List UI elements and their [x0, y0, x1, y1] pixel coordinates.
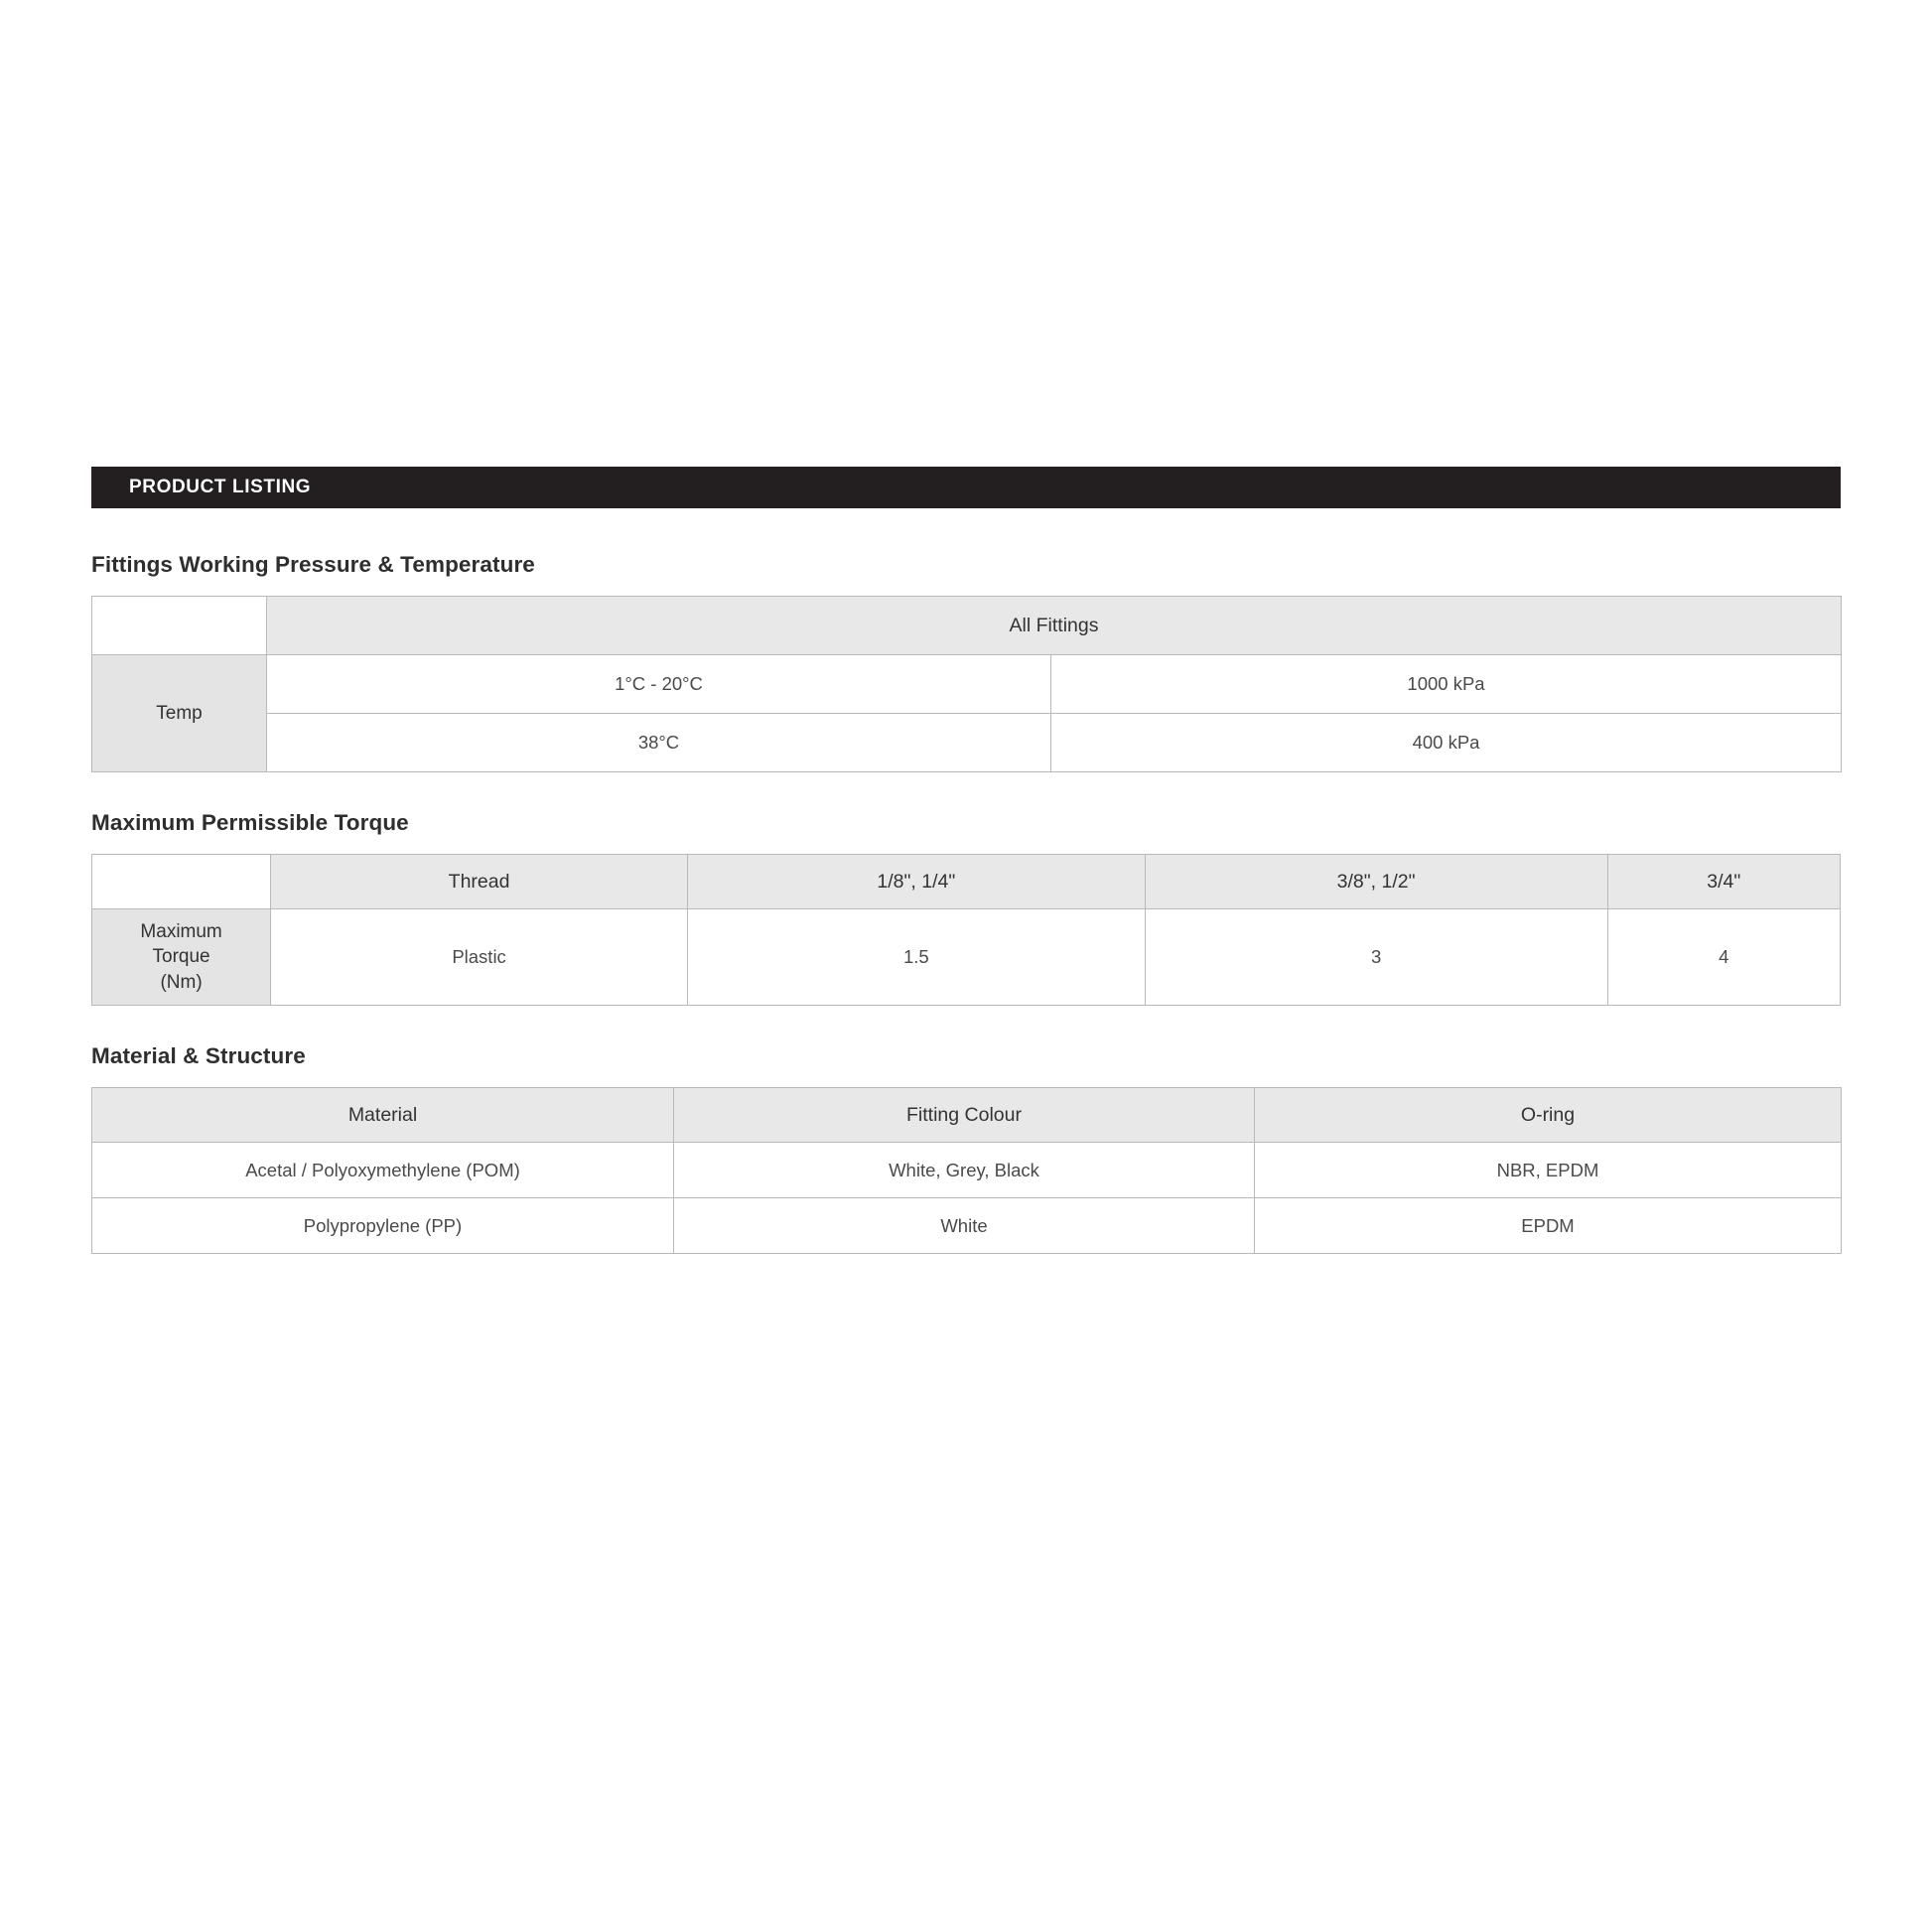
torque-header-size-2: 3/8", 1/2" [1145, 855, 1607, 909]
torque-corner-cell [92, 855, 271, 909]
material-value-oring: EPDM [1255, 1198, 1842, 1254]
table-row [92, 1143, 1842, 1198]
pressure-row-label: Temp [92, 655, 267, 772]
material-value-colour: White [674, 1198, 1255, 1254]
table-row [92, 855, 1841, 909]
material-header-oring: O-ring [1255, 1088, 1842, 1143]
material-header-colour: Fitting Colour [674, 1088, 1255, 1143]
torque-value-size-3: 4 [1607, 909, 1840, 1006]
torque-header-size-3: 3/4" [1607, 855, 1840, 909]
torque-row-label-line-3: (Nm) [160, 971, 203, 993]
pressure-group-header: All Fittings [267, 597, 1842, 655]
product-listing-content [91, 467, 1841, 1254]
section-banner-title: PRODUCT LISTING [129, 477, 312, 497]
torque-section-title: Maximum Permissible Torque [91, 810, 409, 835]
material-structure-table [91, 1087, 1842, 1254]
pressure-pressure-value: 400 kPa [1051, 714, 1842, 772]
torque-value-thread: Plastic [271, 909, 688, 1006]
torque-value-size-2: 3 [1145, 909, 1607, 1006]
torque-header-size-1: 1/8", 1/4" [687, 855, 1145, 909]
table-row [92, 1198, 1842, 1254]
pressure-pressure-value: 1000 kPa [1051, 655, 1842, 714]
maximum-torque-table [91, 854, 1841, 1006]
section-banner [91, 467, 1841, 508]
table-row [92, 714, 1842, 772]
material-value-colour: White, Grey, Black [674, 1143, 1255, 1198]
material-header-material: Material [92, 1088, 674, 1143]
torque-value-size-1: 1.5 [687, 909, 1145, 1006]
material-section-title: Material & Structure [91, 1043, 306, 1068]
torque-row-label-line-2: Torque [152, 946, 210, 968]
table-row [92, 1088, 1842, 1143]
torque-row-label [92, 909, 271, 1006]
pressure-section-title: Fittings Working Pressure & Temperature [91, 552, 535, 577]
material-value-oring: NBR, EPDM [1255, 1143, 1842, 1198]
pressure-temperature-table [91, 596, 1842, 772]
table-row [92, 655, 1842, 714]
table-row [92, 909, 1841, 1006]
torque-row-label-line-1: Maximum [140, 920, 222, 942]
torque-header-thread: Thread [271, 855, 688, 909]
pressure-temp-value: 38°C [267, 714, 1051, 772]
pressure-corner-cell [92, 597, 267, 655]
material-value-material: Acetal / Polyoxymethylene (POM) [92, 1143, 674, 1198]
material-value-material: Polypropylene (PP) [92, 1198, 674, 1254]
pressure-temp-value: 1°C - 20°C [267, 655, 1051, 714]
table-row [92, 597, 1842, 655]
